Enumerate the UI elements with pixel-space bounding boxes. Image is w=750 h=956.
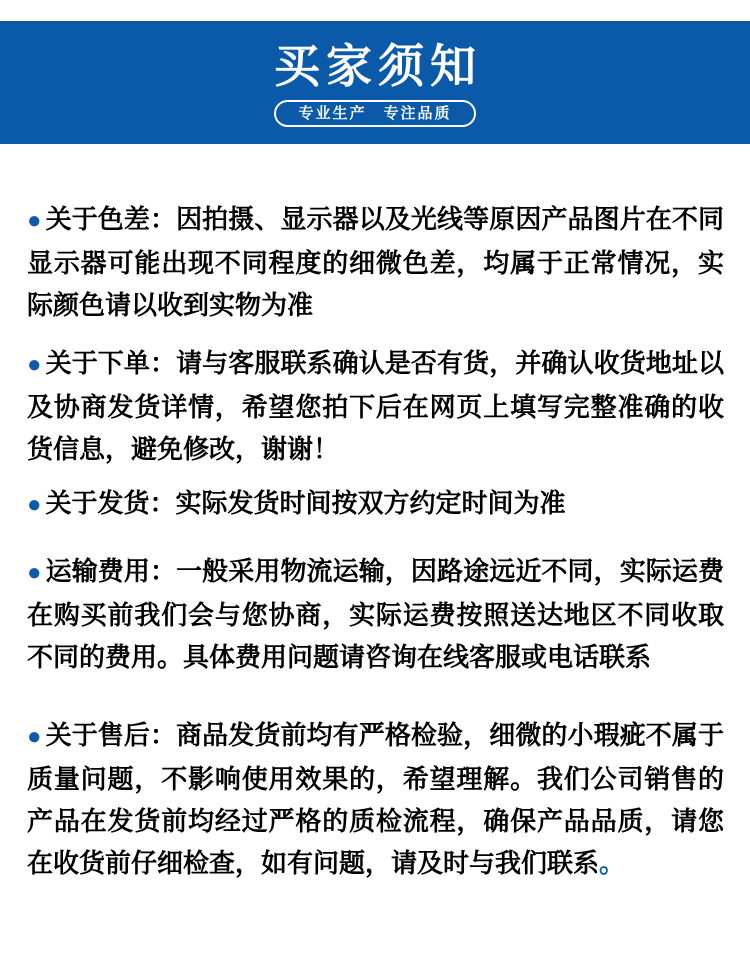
notice-after-sales	[27, 714, 724, 884]
header-banner	[0, 21, 750, 144]
notice-color-difference	[27, 198, 724, 326]
notice-text: 关于售后：商品发货前均有严格检验，细微的小瑕疵不属于质量问题，不影响使用效果的，希望理解。我们公司销售的产品在发货前均经过严格的质检流程，确保产品品质，请您在收货前仔细检查，如有问题，请及时与我们联系	[27, 720, 724, 878]
bullet-icon: ●	[27, 351, 42, 378]
tagline-text: 专业生产 专注品质	[298, 105, 452, 122]
buyer-notice-page	[0, 21, 750, 956]
notice-shipping-time	[27, 482, 724, 526]
page-title: 买家须知	[274, 40, 482, 92]
notice-freight-cost	[27, 550, 724, 678]
bullet-icon: ●	[27, 207, 42, 234]
notice-text: 关于发货：实际发货时间按双方约定时间为准	[45, 488, 566, 518]
notice-period-accent: 。	[599, 848, 626, 878]
notice-ordering	[27, 342, 724, 470]
notice-list	[0, 144, 750, 884]
notice-text: 关于色差：因拍摄、显示器以及光线等原因产品图片在不同显示器可能出现不同程度的细微色差，均属于正常情况，实际颜色请以收到实物为准	[27, 204, 724, 320]
notice-text: 关于下单：请与客服联系确认是否有货，并确认收货地址以及协商发货详情，希望您拍下后在网页上填写完整准确的收货信息，避免修改，谢谢！	[27, 348, 724, 464]
notice-text: 运输费用：一般采用物流运输，因路途远近不同，实际运费在购买前我们会与您协商，实际运费按照送达地区不同收取不同的费用。具体费用问题请咨询在线客服或电话联系	[27, 556, 724, 672]
bullet-icon: ●	[27, 559, 42, 586]
bullet-icon: ●	[27, 491, 42, 518]
bullet-icon: ●	[27, 723, 42, 750]
tagline-pill	[274, 100, 475, 127]
